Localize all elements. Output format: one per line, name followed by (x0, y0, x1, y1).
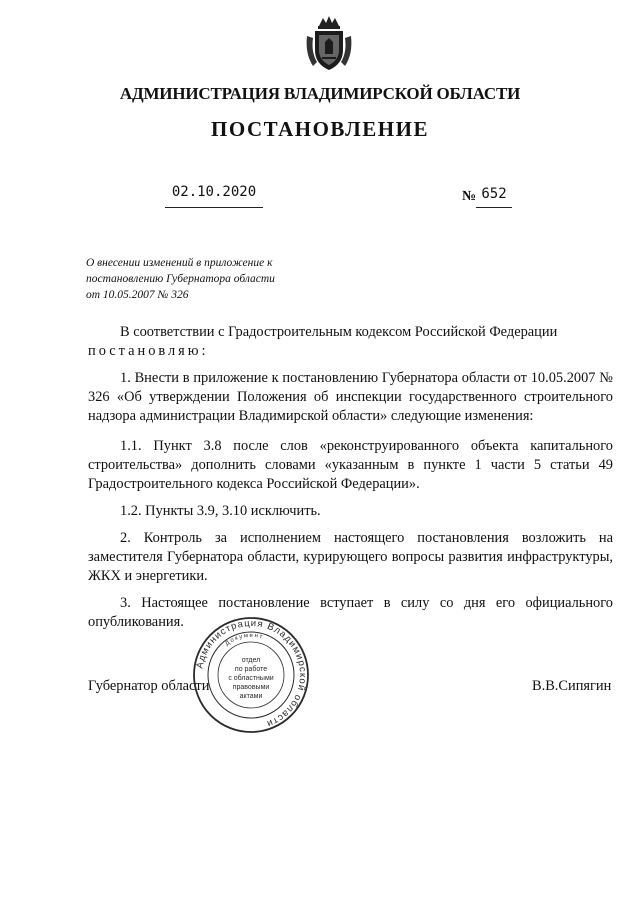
organization-name: АДМИНИСТРАЦИЯ ВЛАДИМИРСКОЙ ОБЛАСТИ (119, 84, 521, 103)
intro-paragraph: В соответствии с Градостроительным кодексом Российской Федерации (120, 324, 558, 340)
stamp-center-line: отдел (241, 657, 261, 664)
item-3: 3. Настоящее постановление вступает в силу со дня его официального опубликования. (88, 595, 613, 630)
document-type: ПОСТАНОВЛЕНИЕ (211, 117, 429, 141)
stamp-center-line: актами (239, 693, 263, 700)
official-stamp (191, 615, 311, 735)
stamp-center-line: с областными (228, 675, 274, 682)
item-1-1: 1.1. Пункт 3.8 после слов «реконструированного объекта капитального строительства» дополнить словами «указанным в пункте 1 части 5 статьи 49 Градостроительного кодекса Российской Федерации». (88, 438, 613, 492)
resolve-word: постановляю: (88, 343, 209, 359)
coat-of-arms-icon (303, 14, 355, 74)
document-date: 02.10.2020 (171, 184, 257, 200)
document-number: 652 (481, 186, 507, 202)
document-body (88, 323, 613, 632)
number-underline (476, 207, 512, 208)
stamp-outer-text: Администрация Владимирской области (194, 617, 309, 730)
item-2: 2. Контроль за исполнением настоящего постановления возложить на заместителя Губернатора области, курирующего вопросы развития инфраструктуры, ЖКХ и энергетики. (88, 530, 613, 584)
svg-text:Документ (224, 633, 264, 647)
subject-line: постановлению Губернатора области (86, 273, 275, 285)
document-subject (86, 255, 316, 303)
signer-name: В.В.Сипягин (532, 678, 612, 694)
date-underline (165, 207, 263, 208)
stamp-center-line: по работе (234, 666, 268, 673)
item-1: 1. Внести в приложение к постановлению Губернатора области от 10.05.2007 № 326 «Об утверждении Положения об инспекции государственного строительного надзора администрации Владимирской области» следующие изменения: (88, 370, 613, 424)
subject-line: от 10.05.2007 № 326 (86, 289, 189, 301)
stamp-center-line: правовыми (232, 684, 270, 691)
signer-title: Губернатор области (88, 678, 210, 694)
item-1-2: 1.2. Пункты 3.9, 3.10 исключить. (120, 503, 321, 519)
number-sign: № (462, 189, 477, 204)
stamp-inner-text: Документ (224, 632, 265, 648)
subject-line: О внесении изменений в приложение к (86, 257, 273, 269)
